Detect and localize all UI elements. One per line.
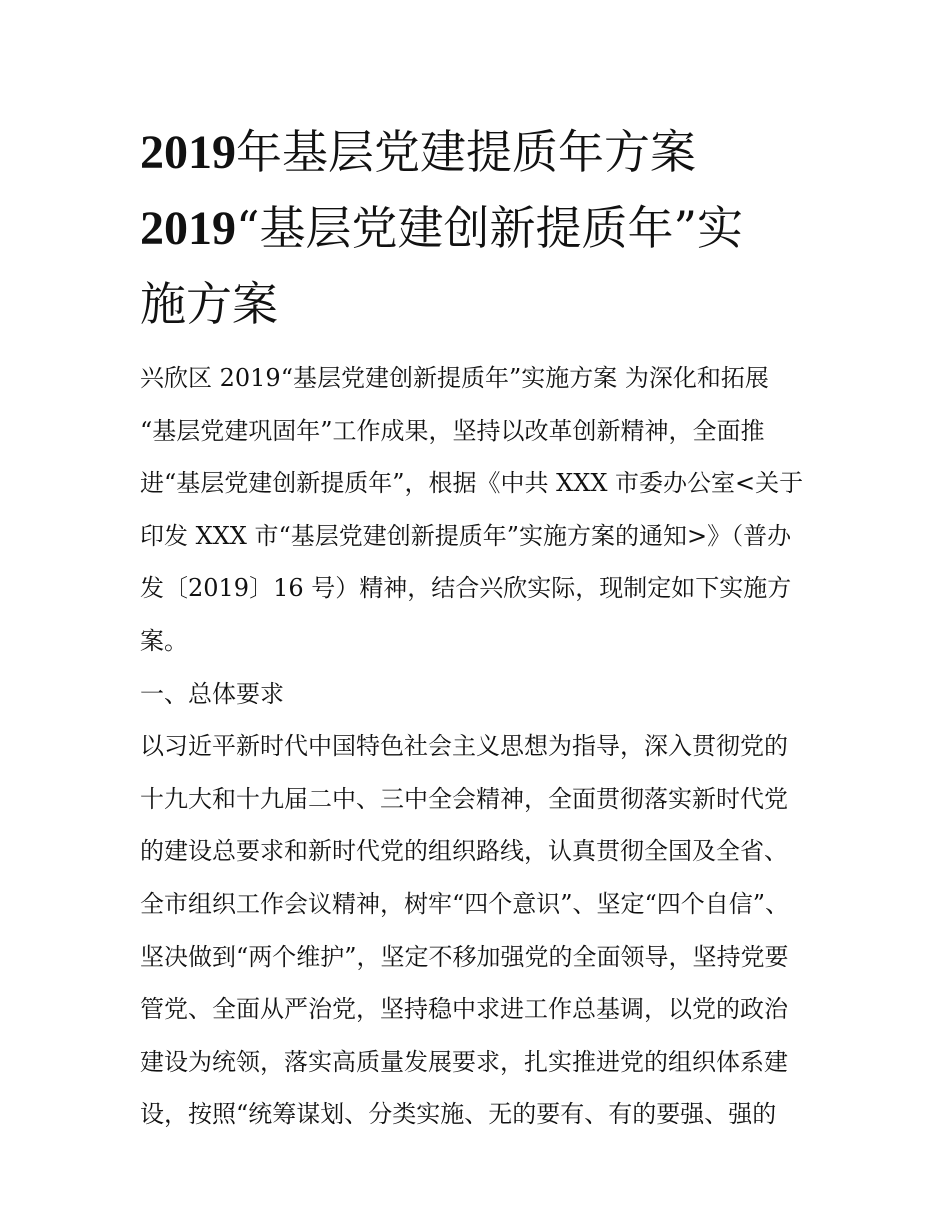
body-line-4: 印发 XXX 市“基层党建创新提质年”实施方案的通知>》（普办 <box>140 521 792 550</box>
body-line-14: 建设为统领，落实高质量发展要求，扎实推进党的组织体系建 <box>140 1047 788 1076</box>
document-title <box>140 114 840 342</box>
body-line-15: 设，按照“统筹谋划、分类实施、无的要有、有的要强、强的 <box>140 1100 777 1129</box>
title-line-2-text: “基层党建创新提质年”实 <box>236 201 744 255</box>
title-line-1-text: 年基层党建提质年方案 <box>236 125 696 179</box>
body-line-9: 十九大和十九届二中、三中全会精神，全面贯彻落实新时代党 <box>140 784 788 813</box>
body-line-1: 兴欣区 2019“基层党建创新提质年”实施方案 为深化和拓展 <box>140 364 769 392</box>
title-line-2 <box>140 190 840 266</box>
body-line-12: 坚决做到“两个维护”，坚定不移加强党的全面领导，坚持党要 <box>140 942 789 971</box>
title-line-1-number: 2019 <box>140 126 236 179</box>
title-line-1 <box>140 114 840 190</box>
body-line-5: 发〔2019〕16 号）精神，结合兴欣实际，现制定如下实施方 <box>140 574 792 603</box>
title-line-3 <box>140 266 840 342</box>
body-line-11: 全市组织工作会议精神，树牢“四个意识”、坚定“四个自信”、 <box>140 889 790 918</box>
body-line-13: 管党、全面从严治党，坚持稳中求进工作总基调，以党的政治 <box>140 995 788 1024</box>
title-line-3-text: 施方案 <box>140 277 278 331</box>
section-heading-general-requirements: 一、总体要求 <box>140 679 284 708</box>
body-line-3: 进“基层党建创新提质年”，根据《中共 XXX 市委办公室<关于 <box>140 469 804 498</box>
body-line-8: 以习近平新时代中国特色社会主义思想为指导，深入贯彻党的 <box>140 732 788 761</box>
body-line-2: “基层党建巩固年”工作成果，坚持以改革创新精神，全面推 <box>140 416 765 445</box>
body-line-6: 案。 <box>140 626 188 655</box>
title-line-2-number: 2019 <box>140 202 236 255</box>
body-line-10: 的建设总要求和新时代党的组织路线，认真贯彻全国及全省、 <box>140 837 788 866</box>
document-body <box>140 352 820 1141</box>
